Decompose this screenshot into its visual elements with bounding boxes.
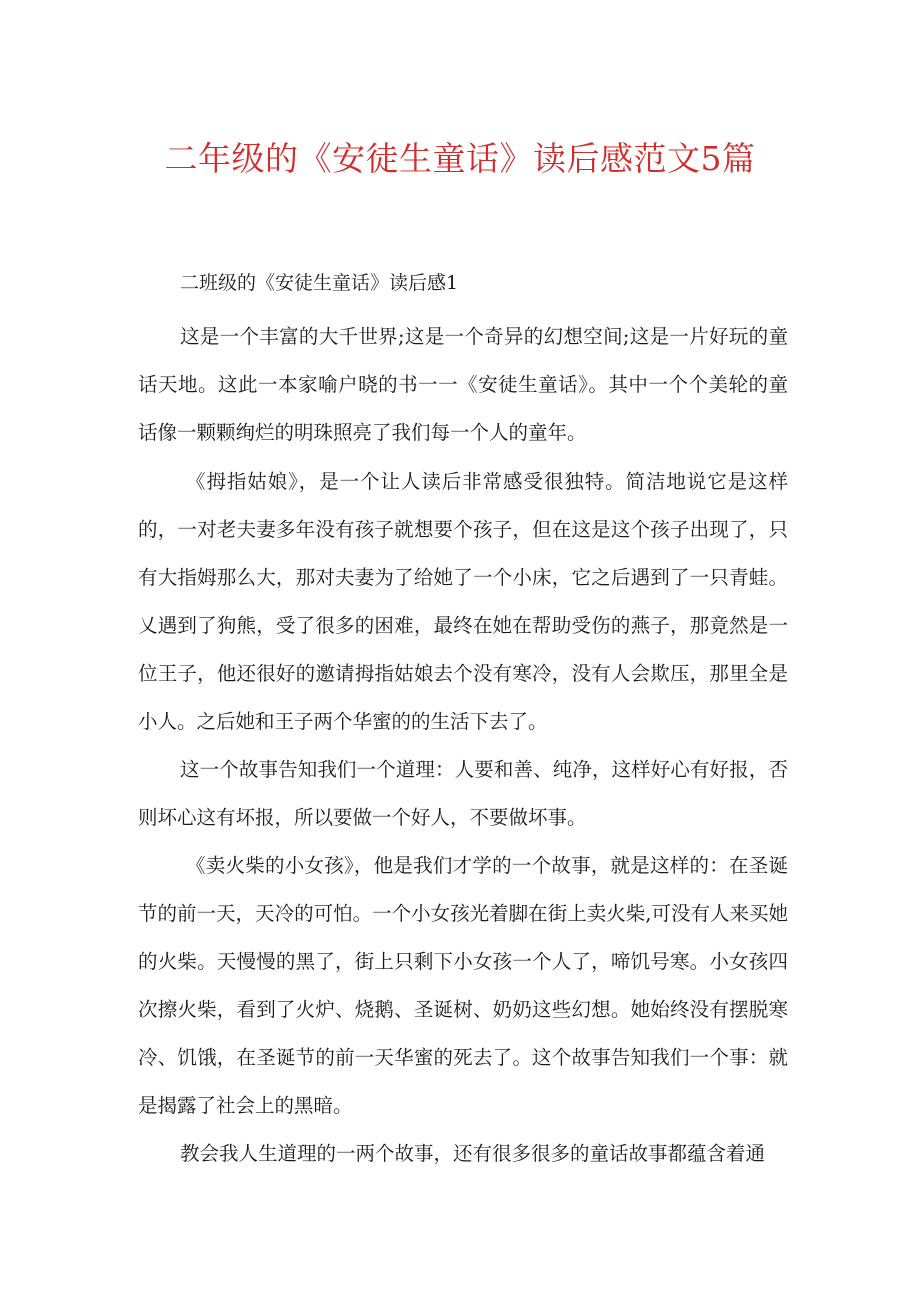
paragraph-match-girl: 《卖火柴的小女孩》，他是我们才学的一个故事，就是这样的：在圣诞节的前一天，天冷的可怕。一个小女孩光着脚在街上卖火柴,可没有人来买她的火柴。天慢慢的黑了，街上只剩下小女孩一个人了，啼饥号寒。小女孩四次擦火柴，看到了火炉、烧鹅、圣诞树、奶奶这些幻想。她始终没有摆脱寒冷、饥饿，在圣诞节的前一天华蜜的死去了。这个故事告知我们一个事：就是揭露了社会上的黑暗。	[138, 854, 788, 1117]
paragraph-thumbelina: 《拇指姑娘》，是一个让人读后非常感受很独特。简洁地说它是这样的，一对老夫妻多年没有孩子就想要个孩子，但在这是这个孩子出现了，只有大指姆那么大，那对夫妻为了给她了一个小床，它之后遇到了一只青蛙。乂遇到了狗熊，受了很多的困难，最终在她在帮助受伤的燕子，那竟然是一位王子，他还很好的邀请拇指姑娘去个没有寒冷，没有人会欺压，那里全是小人。之后她和王子两个华蜜的的生活下去了。	[138, 470, 788, 733]
paragraph-moral: 这一个故事告知我们一个道理：人要和善、纯净，这样好心有好报，否则坏心这有坏报，所以要做一个好人，不要做坏事。	[138, 758, 788, 829]
paragraph-conclusion: 教会我人生道理的一两个故事，还有很多很多的童话故事都蕴含着通	[180, 1142, 766, 1165]
section-heading: 二班级的《安徒生童话》读后感1	[180, 272, 459, 294]
paragraph-intro: 这是一个丰富的大千世界;这是一个奇异的幻想空间;这是一片好玩的童话天地。这此一本家喻户晓的书一一《安徒生童话》。其中一个个美轮的童话像一颗颗绚烂的明珠照亮了我们每一个人的童年。	[138, 325, 788, 444]
document-title: 二年级的《安徒生童话》读后感范文5篇	[164, 139, 756, 178]
